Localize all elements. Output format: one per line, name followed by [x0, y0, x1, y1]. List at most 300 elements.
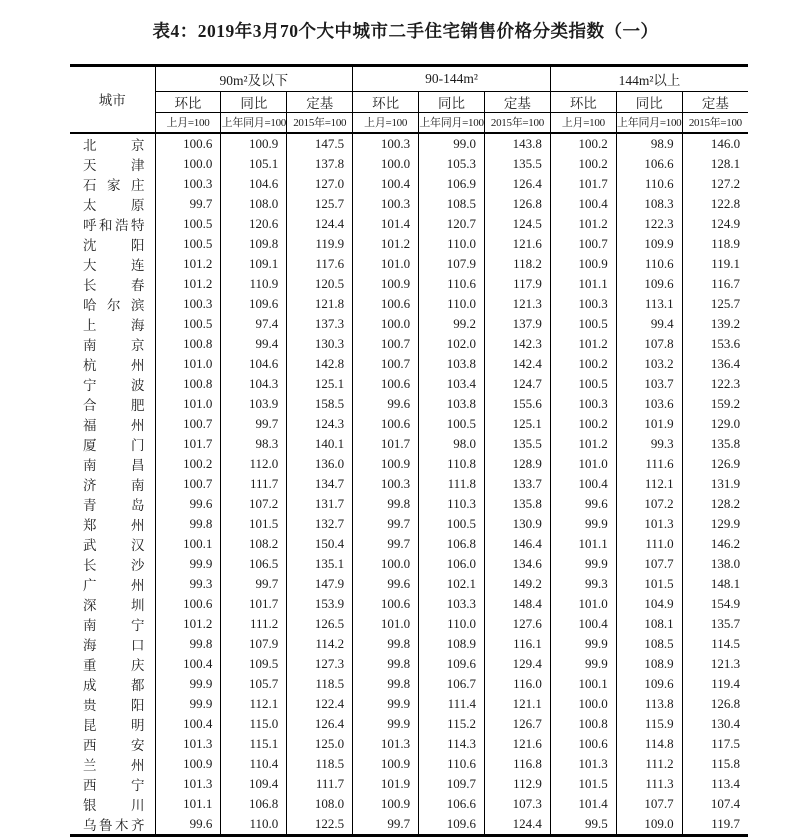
value-cell: 100.5 — [155, 214, 221, 234]
value-cell: 110.6 — [419, 274, 485, 294]
value-cell: 110.0 — [419, 234, 485, 254]
value-cell: 124.4 — [484, 814, 550, 836]
value-cell: 99.7 — [221, 414, 287, 434]
value-cell: 139.2 — [682, 314, 748, 334]
table-row — [70, 674, 748, 694]
value-cell: 114.2 — [287, 634, 353, 654]
table-row — [70, 634, 748, 654]
table-body — [70, 133, 748, 836]
value-cell: 101.4 — [353, 214, 419, 234]
city-cell: 重庆 — [83, 657, 145, 673]
value-cell: 100.2 — [550, 133, 616, 154]
value-cell: 107.9 — [419, 254, 485, 274]
value-cell: 100.7 — [353, 334, 419, 354]
value-cell: 101.3 — [155, 774, 221, 794]
value-cell: 100.6 — [353, 414, 419, 434]
value-cell: 99.9 — [550, 634, 616, 654]
measure-header-fixed-base: 定基 — [484, 92, 550, 113]
header-row-groups — [70, 66, 748, 92]
base-header-mom: 上月=100 — [155, 113, 221, 133]
value-cell: 121.6 — [484, 234, 550, 254]
table-row — [70, 274, 748, 294]
value-cell: 109.6 — [221, 294, 287, 314]
table-row — [70, 714, 748, 734]
value-cell: 143.8 — [484, 133, 550, 154]
value-cell: 100.0 — [353, 154, 419, 174]
value-cell: 99.0 — [419, 133, 485, 154]
value-cell: 100.3 — [155, 294, 221, 314]
price-index-table — [70, 64, 748, 837]
value-cell: 116.8 — [484, 754, 550, 774]
value-cell: 137.3 — [287, 314, 353, 334]
value-cell: 146.4 — [484, 534, 550, 554]
value-cell: 99.4 — [616, 314, 682, 334]
value-cell: 100.4 — [550, 194, 616, 214]
value-cell: 100.9 — [155, 754, 221, 774]
value-cell: 109.4 — [221, 774, 287, 794]
value-cell: 106.9 — [419, 174, 485, 194]
value-cell: 99.8 — [155, 634, 221, 654]
value-cell: 106.0 — [419, 554, 485, 574]
value-cell: 121.3 — [484, 294, 550, 314]
value-cell: 99.8 — [155, 514, 221, 534]
value-cell: 124.5 — [484, 214, 550, 234]
value-cell: 100.9 — [353, 754, 419, 774]
value-cell: 104.6 — [221, 174, 287, 194]
city-cell: 郑州 — [83, 517, 145, 533]
value-cell: 99.8 — [353, 674, 419, 694]
value-cell: 100.5 — [550, 374, 616, 394]
value-cell: 125.0 — [287, 734, 353, 754]
city-cell: 济南 — [83, 477, 145, 493]
value-cell: 106.8 — [221, 794, 287, 814]
value-cell: 108.0 — [287, 794, 353, 814]
value-cell: 110.4 — [221, 754, 287, 774]
table-row — [70, 214, 748, 234]
value-cell: 107.2 — [221, 494, 287, 514]
table-row — [70, 774, 748, 794]
value-cell: 114.8 — [616, 734, 682, 754]
table-row — [70, 174, 748, 194]
value-cell: 101.2 — [155, 254, 221, 274]
value-cell: 103.2 — [616, 354, 682, 374]
city-cell: 青岛 — [83, 497, 145, 513]
value-cell: 113.4 — [682, 774, 748, 794]
value-cell: 111.7 — [221, 474, 287, 494]
table-row — [70, 654, 748, 674]
value-cell: 101.2 — [155, 614, 221, 634]
group-header-90-144: 90-144m² — [353, 66, 551, 92]
value-cell: 135.5 — [484, 434, 550, 454]
value-cell: 100.8 — [155, 334, 221, 354]
value-cell: 111.3 — [616, 774, 682, 794]
value-cell: 109.9 — [616, 234, 682, 254]
value-cell: 106.6 — [616, 154, 682, 174]
value-cell: 107.7 — [616, 554, 682, 574]
value-cell: 129.0 — [682, 414, 748, 434]
value-cell: 113.8 — [616, 694, 682, 714]
value-cell: 99.9 — [550, 554, 616, 574]
value-cell: 108.0 — [221, 194, 287, 214]
value-cell: 104.9 — [616, 594, 682, 614]
value-cell: 109.6 — [419, 654, 485, 674]
value-cell: 140.1 — [287, 434, 353, 454]
page — [0, 18, 811, 833]
value-cell: 108.3 — [616, 194, 682, 214]
table-row — [70, 494, 748, 514]
value-cell: 103.4 — [419, 374, 485, 394]
value-cell: 119.7 — [682, 814, 748, 836]
value-cell: 146.2 — [682, 534, 748, 554]
value-cell: 99.4 — [221, 334, 287, 354]
value-cell: 100.4 — [550, 614, 616, 634]
city-cell: 大连 — [83, 257, 145, 273]
value-cell: 112.1 — [616, 474, 682, 494]
value-cell: 99.7 — [353, 514, 419, 534]
city-cell: 杭州 — [83, 357, 145, 373]
value-cell: 101.4 — [550, 794, 616, 814]
value-cell: 100.0 — [353, 314, 419, 334]
value-cell: 101.3 — [616, 514, 682, 534]
value-cell: 100.5 — [550, 314, 616, 334]
value-cell: 125.1 — [484, 414, 550, 434]
value-cell: 126.4 — [287, 714, 353, 734]
value-cell: 116.7 — [682, 274, 748, 294]
value-cell: 106.7 — [419, 674, 485, 694]
value-cell: 115.0 — [221, 714, 287, 734]
value-cell: 110.8 — [419, 454, 485, 474]
measure-header-fixed-base: 定基 — [682, 92, 748, 113]
value-cell: 108.2 — [221, 534, 287, 554]
value-cell: 100.7 — [155, 474, 221, 494]
city-cell: 南昌 — [83, 457, 145, 473]
city-cell: 天津 — [83, 157, 145, 173]
value-cell: 135.8 — [484, 494, 550, 514]
value-cell: 135.1 — [287, 554, 353, 574]
value-cell: 126.4 — [484, 174, 550, 194]
value-cell: 101.0 — [353, 254, 419, 274]
city-cell: 沈阳 — [83, 237, 145, 253]
value-cell: 125.7 — [287, 194, 353, 214]
value-cell: 135.8 — [682, 434, 748, 454]
value-cell: 120.5 — [287, 274, 353, 294]
table-row — [70, 154, 748, 174]
value-cell: 100.2 — [155, 454, 221, 474]
value-cell: 107.8 — [616, 334, 682, 354]
value-cell: 103.8 — [419, 394, 485, 414]
city-cell: 北京 — [83, 137, 145, 153]
value-cell: 103.9 — [221, 394, 287, 414]
value-cell: 108.9 — [616, 654, 682, 674]
value-cell: 103.3 — [419, 594, 485, 614]
value-cell: 150.4 — [287, 534, 353, 554]
value-cell: 121.8 — [287, 294, 353, 314]
value-cell: 99.6 — [353, 394, 419, 414]
value-cell: 149.2 — [484, 574, 550, 594]
value-cell: 100.9 — [221, 133, 287, 154]
measure-header-yoy: 同比 — [616, 92, 682, 113]
value-cell: 100.1 — [155, 534, 221, 554]
value-cell: 101.5 — [221, 514, 287, 534]
value-cell: 121.3 — [682, 654, 748, 674]
table-row — [70, 394, 748, 414]
city-cell: 宁波 — [83, 377, 145, 393]
value-cell: 99.6 — [353, 574, 419, 594]
table-row — [70, 614, 748, 634]
value-cell: 115.8 — [682, 754, 748, 774]
value-cell: 122.3 — [682, 374, 748, 394]
table-row — [70, 514, 748, 534]
value-cell: 101.1 — [155, 794, 221, 814]
value-cell: 127.3 — [287, 654, 353, 674]
value-cell: 100.9 — [353, 794, 419, 814]
header-row-measures — [70, 92, 748, 113]
table-row — [70, 794, 748, 814]
value-cell: 114.3 — [419, 734, 485, 754]
value-cell: 146.0 — [682, 133, 748, 154]
measure-header-yoy: 同比 — [419, 92, 485, 113]
value-cell: 107.2 — [616, 494, 682, 514]
value-cell: 118.5 — [287, 754, 353, 774]
base-header-fixed-base: 2015年=100 — [484, 113, 550, 133]
measure-header-mom: 环比 — [353, 92, 419, 113]
value-cell: 99.6 — [155, 494, 221, 514]
value-cell: 111.0 — [616, 534, 682, 554]
city-cell: 海口 — [83, 637, 145, 653]
table-row — [70, 594, 748, 614]
value-cell: 106.8 — [419, 534, 485, 554]
value-cell: 100.6 — [550, 734, 616, 754]
value-cell: 154.9 — [682, 594, 748, 614]
value-cell: 99.9 — [353, 694, 419, 714]
value-cell: 100.8 — [155, 374, 221, 394]
city-cell: 银川 — [83, 797, 145, 813]
value-cell: 121.6 — [484, 734, 550, 754]
value-cell: 99.8 — [353, 654, 419, 674]
value-cell: 128.1 — [682, 154, 748, 174]
value-cell: 114.5 — [682, 634, 748, 654]
value-cell: 110.0 — [419, 294, 485, 314]
value-cell: 99.5 — [550, 814, 616, 836]
value-cell: 109.5 — [221, 654, 287, 674]
value-cell: 108.1 — [616, 614, 682, 634]
value-cell: 100.0 — [550, 694, 616, 714]
value-cell: 100.5 — [155, 314, 221, 334]
value-cell: 99.7 — [221, 574, 287, 594]
value-cell: 101.1 — [550, 274, 616, 294]
value-cell: 135.5 — [484, 154, 550, 174]
value-cell: 104.6 — [221, 354, 287, 374]
value-cell: 111.2 — [221, 614, 287, 634]
value-cell: 131.9 — [682, 474, 748, 494]
value-cell: 158.5 — [287, 394, 353, 414]
base-header-yoy: 上年同月=100 — [616, 113, 682, 133]
value-cell: 155.6 — [484, 394, 550, 414]
value-cell: 100.2 — [550, 354, 616, 374]
value-cell: 100.7 — [353, 354, 419, 374]
value-cell: 101.7 — [155, 434, 221, 454]
value-cell: 126.8 — [682, 694, 748, 714]
table-row — [70, 554, 748, 574]
value-cell: 101.0 — [155, 394, 221, 414]
base-header-yoy: 上年同月=100 — [221, 113, 287, 133]
value-cell: 112.0 — [221, 454, 287, 474]
value-cell: 100.2 — [550, 414, 616, 434]
value-cell: 101.7 — [221, 594, 287, 614]
table-row — [70, 354, 748, 374]
value-cell: 97.4 — [221, 314, 287, 334]
value-cell: 100.9 — [353, 274, 419, 294]
value-cell: 122.5 — [287, 814, 353, 836]
city-cell: 上海 — [83, 317, 145, 333]
table-row — [70, 734, 748, 754]
table-row — [70, 814, 748, 836]
value-cell: 101.3 — [353, 734, 419, 754]
value-cell: 118.5 — [287, 674, 353, 694]
value-cell: 108.5 — [419, 194, 485, 214]
value-cell: 119.4 — [682, 674, 748, 694]
value-cell: 101.1 — [550, 534, 616, 554]
city-cell: 南宁 — [83, 617, 145, 633]
city-cell: 南京 — [83, 337, 145, 353]
value-cell: 109.8 — [221, 234, 287, 254]
value-cell: 126.9 — [682, 454, 748, 474]
value-cell: 101.5 — [616, 574, 682, 594]
table-row — [70, 374, 748, 394]
value-cell: 99.3 — [616, 434, 682, 454]
value-cell: 100.6 — [353, 294, 419, 314]
value-cell: 99.9 — [155, 694, 221, 714]
value-cell: 106.5 — [221, 554, 287, 574]
value-cell: 125.1 — [287, 374, 353, 394]
value-cell: 128.9 — [484, 454, 550, 474]
value-cell: 102.0 — [419, 334, 485, 354]
table-row — [70, 254, 748, 274]
value-cell: 105.1 — [221, 154, 287, 174]
table-row — [70, 414, 748, 434]
value-cell: 153.6 — [682, 334, 748, 354]
value-cell: 129.4 — [484, 654, 550, 674]
table-row — [70, 754, 748, 774]
value-cell: 124.3 — [287, 414, 353, 434]
value-cell: 99.6 — [155, 814, 221, 836]
value-cell: 130.4 — [682, 714, 748, 734]
value-cell: 142.4 — [484, 354, 550, 374]
base-header-fixed-base: 2015年=100 — [682, 113, 748, 133]
value-cell: 103.7 — [616, 374, 682, 394]
value-cell: 101.3 — [550, 754, 616, 774]
city-cell: 昆明 — [83, 717, 145, 733]
value-cell: 99.3 — [550, 574, 616, 594]
value-cell: 100.0 — [353, 554, 419, 574]
value-cell: 101.2 — [550, 334, 616, 354]
value-cell: 135.7 — [682, 614, 748, 634]
value-cell: 132.7 — [287, 514, 353, 534]
value-cell: 101.9 — [353, 774, 419, 794]
value-cell: 142.8 — [287, 354, 353, 374]
value-cell: 110.6 — [616, 254, 682, 274]
value-cell: 100.9 — [353, 454, 419, 474]
value-cell: 130.3 — [287, 334, 353, 354]
value-cell: 137.8 — [287, 154, 353, 174]
value-cell: 103.6 — [616, 394, 682, 414]
value-cell: 136.4 — [682, 354, 748, 374]
table-row — [70, 234, 748, 254]
value-cell: 111.6 — [616, 454, 682, 474]
value-cell: 100.4 — [353, 174, 419, 194]
value-cell: 127.0 — [287, 174, 353, 194]
value-cell: 110.6 — [419, 754, 485, 774]
value-cell: 127.2 — [682, 174, 748, 194]
value-cell: 153.9 — [287, 594, 353, 614]
city-cell: 长春 — [83, 277, 145, 293]
city-cell: 西宁 — [83, 777, 145, 793]
city-cell: 合肥 — [83, 397, 145, 413]
value-cell: 126.5 — [287, 614, 353, 634]
base-header-yoy: 上年同月=100 — [419, 113, 485, 133]
value-cell: 100.5 — [419, 414, 485, 434]
value-cell: 128.2 — [682, 494, 748, 514]
value-cell: 138.0 — [682, 554, 748, 574]
value-cell: 102.1 — [419, 574, 485, 594]
value-cell: 119.1 — [682, 254, 748, 274]
value-cell: 147.5 — [287, 133, 353, 154]
value-cell: 99.7 — [353, 534, 419, 554]
table-row — [70, 314, 748, 334]
table-row — [70, 534, 748, 554]
value-cell: 101.9 — [616, 414, 682, 434]
value-cell: 100.4 — [550, 474, 616, 494]
value-cell: 107.9 — [221, 634, 287, 654]
measure-header-mom: 环比 — [155, 92, 221, 113]
base-header-fixed-base: 2015年=100 — [287, 113, 353, 133]
value-cell: 104.3 — [221, 374, 287, 394]
value-cell: 101.0 — [155, 354, 221, 374]
value-cell: 100.5 — [155, 234, 221, 254]
value-cell: 122.3 — [616, 214, 682, 234]
value-cell: 101.3 — [155, 734, 221, 754]
value-cell: 124.7 — [484, 374, 550, 394]
group-header-144-above: 144m²以上 — [550, 66, 748, 92]
value-cell: 107.7 — [616, 794, 682, 814]
value-cell: 121.1 — [484, 694, 550, 714]
value-cell: 100.3 — [550, 394, 616, 414]
value-cell: 100.4 — [155, 714, 221, 734]
value-cell: 100.3 — [155, 174, 221, 194]
value-cell: 111.2 — [616, 754, 682, 774]
table-row — [70, 194, 748, 214]
measure-header-yoy: 同比 — [221, 92, 287, 113]
value-cell: 136.0 — [287, 454, 353, 474]
value-cell: 100.3 — [353, 474, 419, 494]
value-cell: 100.3 — [353, 133, 419, 154]
value-cell: 100.0 — [155, 154, 221, 174]
value-cell: 105.7 — [221, 674, 287, 694]
city-cell: 成都 — [83, 677, 145, 693]
value-cell: 100.6 — [155, 133, 221, 154]
value-cell: 133.7 — [484, 474, 550, 494]
city-cell: 深圳 — [83, 597, 145, 613]
value-cell: 100.9 — [550, 254, 616, 274]
value-cell: 101.2 — [550, 214, 616, 234]
value-cell: 100.4 — [155, 654, 221, 674]
value-cell: 130.9 — [484, 514, 550, 534]
value-cell: 100.7 — [550, 234, 616, 254]
value-cell: 99.8 — [353, 494, 419, 514]
group-header-90-below: 90m²及以下 — [155, 66, 353, 92]
value-cell: 109.6 — [616, 674, 682, 694]
value-cell: 131.7 — [287, 494, 353, 514]
